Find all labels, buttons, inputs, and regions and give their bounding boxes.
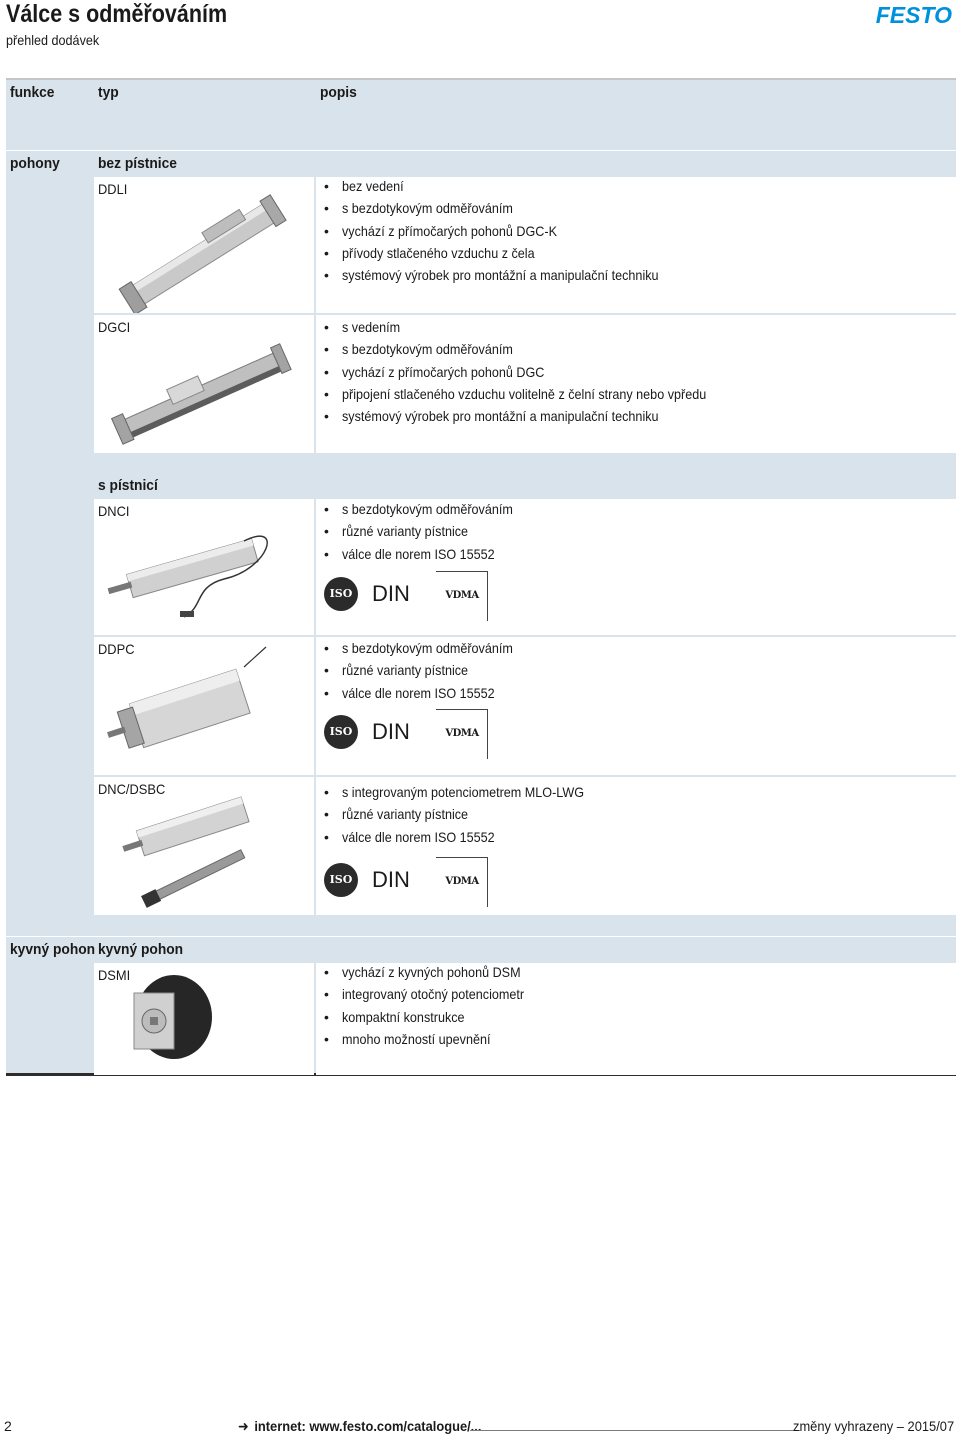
function-label: pohony [10, 155, 60, 172]
footer-divider [470, 1430, 800, 1431]
product-description-dgci [316, 315, 956, 453]
list-item: • s bezdotykovým odměřováním [324, 637, 532, 659]
list-item: • válce dle norem ISO 15552 [324, 682, 532, 704]
iso-logo: ISO [324, 863, 358, 897]
list-item: • připojení stlačeného vzduchu volitelně z čelní strany nebo vpředu [324, 383, 747, 405]
feature-list [324, 498, 532, 565]
page-number: 2 [4, 1418, 12, 1434]
dnci-cylinder-icon [94, 499, 314, 635]
list-item: • s integrovaným potenciometrem MLO-LWG [324, 781, 611, 803]
product-description-dnci [316, 499, 956, 635]
festo-logo: FESTO [875, 2, 952, 28]
ddpc-cylinder-icon [94, 637, 314, 775]
type-label: DDPC [98, 641, 135, 657]
product-image-dnc-dsbc [94, 777, 314, 915]
type-label: DDLI [98, 181, 128, 197]
standards-logos [324, 709, 504, 759]
function-band-kyvny-pohon [6, 936, 956, 1078]
product-description-ddli [316, 177, 956, 313]
type-label: DGCI [98, 319, 131, 335]
list-item: • vychází z přímočarých pohonů DGC-K [324, 220, 694, 242]
list-item: • mnoho možností upevnění [324, 1028, 544, 1050]
list-item: • systémový výrobek pro montážní a manipulační techniku [324, 264, 694, 286]
list-item: • přívody stlačeného vzduchu z čela [324, 242, 694, 264]
ddli-drive-icon [94, 177, 314, 313]
standards-logos [324, 571, 504, 621]
type-label: DNC/DSBC [98, 781, 166, 797]
catalogue-link[interactable]: ➜ internet: www.festo.com/catalogue/... [238, 1418, 482, 1434]
table-header-row [6, 80, 956, 150]
list-item: • různé varianty pístnice [324, 803, 611, 825]
din-logo: DIN [372, 867, 410, 892]
list-item: • s bezdotykovým odměřováním [324, 338, 747, 360]
subgroup-label: s pístnicí [98, 477, 158, 494]
vdma-logo: VDMA [436, 857, 488, 907]
feature-list [324, 961, 544, 1050]
feature-list [324, 781, 611, 848]
list-item: • s bezdotykovým odměřováním [324, 197, 694, 219]
product-image-ddpc [94, 637, 314, 775]
product-image-dgci [94, 315, 314, 453]
feature-list [324, 316, 747, 427]
list-item: • systémový výrobek pro montážní a manipulační techniku [324, 405, 747, 427]
dgci-drive-icon [94, 315, 314, 453]
product-description-dnc-dsbc [316, 777, 956, 915]
feature-list [324, 175, 694, 286]
type-label: DNCI [98, 503, 130, 519]
type-label: DSMI [98, 967, 131, 983]
subgroup-label: kyvný pohon [98, 941, 184, 958]
list-item: • integrovaný otočný potenciometr [324, 983, 544, 1005]
function-band-pohony [6, 150, 956, 914]
list-item: • válce dle norem ISO 15552 [324, 543, 532, 565]
iso-logo: ISO [324, 715, 358, 749]
din-logo: DIN [372, 581, 410, 606]
list-item: • s vedením [324, 316, 747, 338]
list-item: • s bezdotykovým odměřováním [324, 498, 532, 520]
feature-list [324, 637, 532, 704]
product-description-ddpc [316, 637, 956, 775]
dsmi-rotary-actuator-icon [94, 963, 314, 1075]
column-header-funkce: funkce [10, 84, 55, 101]
din-logo: DIN [372, 719, 410, 744]
product-image-ddli [94, 177, 314, 313]
vdma-logo: VDMA [436, 571, 488, 621]
function-label: kyvný pohon [10, 941, 96, 958]
list-item: • bez vedení [324, 175, 694, 197]
dnc-dsbc-cylinder-icon [94, 777, 314, 915]
column-header-popis: popis [320, 84, 357, 101]
arrow-right-icon: ➜ [238, 1418, 249, 1434]
list-item: • vychází z kyvných pohonů DSM [324, 961, 544, 983]
list-item: • válce dle norem ISO 15552 [324, 826, 611, 848]
footer-note: změny vyhrazeny – 2015/07 [792, 1418, 954, 1434]
list-item: • různé varianty pístnice [324, 659, 532, 681]
list-item: • vychází z přímočarých pohonů DGC [324, 361, 747, 383]
list-item: • různé varianty pístnice [324, 520, 532, 542]
page-title: Válce s odměřováním [6, 0, 228, 28]
product-image-dsmi [94, 963, 314, 1075]
product-description-dsmi [316, 963, 956, 1075]
subgroup-label: bez pístnice [98, 155, 177, 172]
list-item: • kompaktní konstrukce [324, 1006, 544, 1028]
standards-logos [324, 857, 504, 907]
column-header-typ: typ [98, 84, 119, 101]
vdma-logo: VDMA [436, 709, 488, 759]
product-table [6, 78, 956, 1076]
product-image-dnci [94, 499, 314, 635]
iso-logo: ISO [324, 577, 358, 611]
page-subtitle: přehled dodávek [6, 32, 100, 48]
